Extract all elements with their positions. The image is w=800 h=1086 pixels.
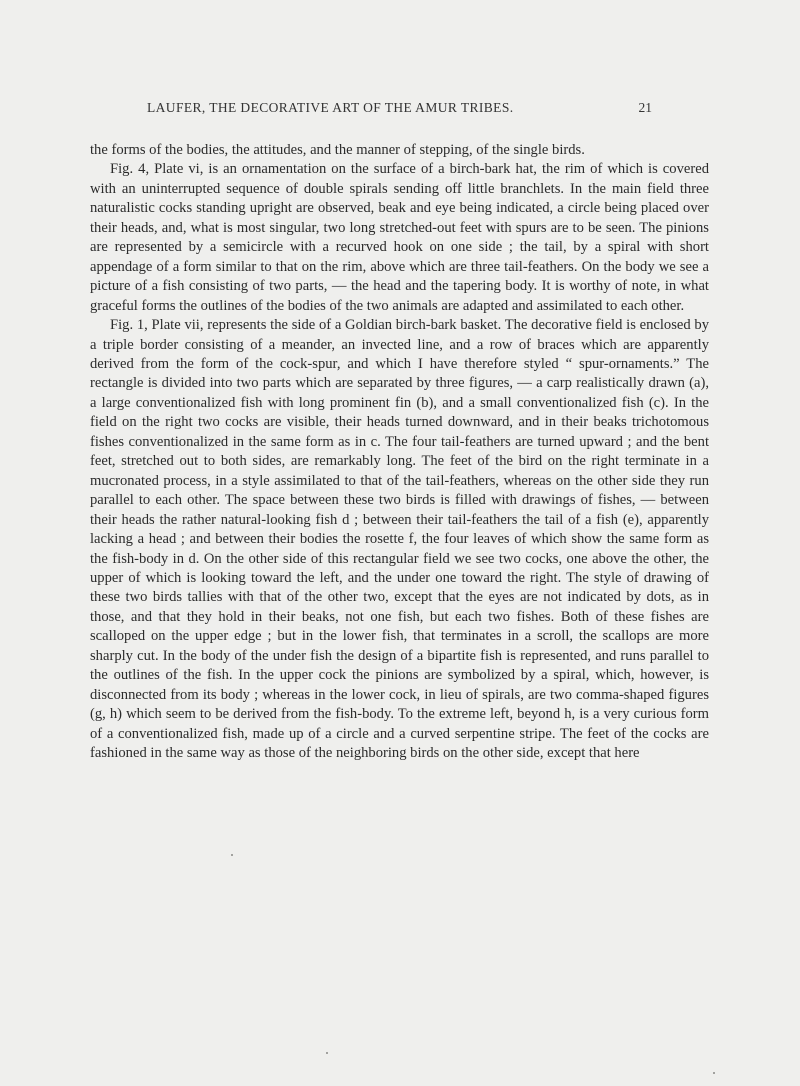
paper-speck <box>326 1052 328 1054</box>
running-head: LAUFER, THE DECORATIVE ART OF THE AMUR TRIBES. <box>147 100 514 115</box>
paragraph-1: the forms of the bodies, the attitudes, and the manner of stepping, of the single birds. <box>90 142 585 158</box>
paragraph-2: Fig. 4, Plate vi, is an ornamentation on the surface of a birch-bark hat, the rim of which is covered with an uninterrupted sequence of double spirals sending off little branchlets. In the main field three naturalistic cocks standing upright are observed, beak and eye being indicated, a circle being placed over their heads, and, what is most singular, two long stretched-out feet with spurs are to be seen. The pinions are represented by a semicircle with a recurved hook on one side ; the tail, by a spiral with short appendage of a form similar to that on the rim, above which are three tail-feathers. On the body we see a picture of a fish consisting of two parts, — the head and the tapering body. It is worthy of note, in what graceful forms the outlines of the bodies of the two animals are adapted and assimilated to each other. <box>90 161 709 314</box>
page-number: 21 <box>638 100 652 115</box>
paper-speck <box>713 1072 715 1074</box>
paper-speck <box>231 854 233 856</box>
body-text <box>90 141 709 764</box>
paragraph-3: Fig. 1, Plate vii, represents the side of a Goldian birch-bark basket. The decorative field is enclosed by a triple border consisting of a meander, an invected line, and a row of braces which are apparently derived from the form of the cock-spur, and which I have therefore styled “ spur-ornaments.” The rectangle is divided into two parts which are separated by three figures, — a carp realistically drawn (a), a large conventionalized fish with long prominent fin (b), and a small conventionalized fish (c). In the field on the right two cocks are visible, their heads turned downward, and in their beaks trichotomous fishes conventionalized in the same form as in c. The four tail-feathers are turned upward ; and the bent feet, stretched out to both sides, are remarkably long. The feet of the bird on the right terminate in a mucronated process, in a style assimilated to that of the tail-feathers, whereas on the other side they run parallel to each other. The space between these two birds is filled with drawings of fishes, — between their heads the rather natural-looking fish d ; between their tail-feathers the tail of a fish (e), apparently lacking a head ; and between their bodies the rosette f, the four leaves of which show the same form as the fish-body in d. On the other side of this rectangular field we see two cocks, one above the other, the upper of which is looking toward the left, and the under one toward the right. The style of drawing of these two birds tallies with that of the other two, except that the eyes are not indicated by dots, as in those, and that they hold in their beaks, not one fish, but each two fishes. Both of these fishes are scalloped on the upper edge ; but in the lower fish, that terminates in a scroll, the scallops are more sharply cut. In the body of the under fish the design of a bipartite fish is represented, and runs parallel to the outlines of the fish. In the upper cock the pinions are symbolized by a spiral, which, however, is disconnected from its body ; whereas in the lower cock, in lieu of spirals, are two comma-shaped figures (g, h) which seem to be derived from the fish-body. To the extreme left, beyond h, is a very curious form of a conventionalized fish, made up of a circle and a curved serpentine stripe. The feet of the cocks are fashioned in the same way as those of the neighboring birds on the other side, except that here <box>90 317 709 762</box>
